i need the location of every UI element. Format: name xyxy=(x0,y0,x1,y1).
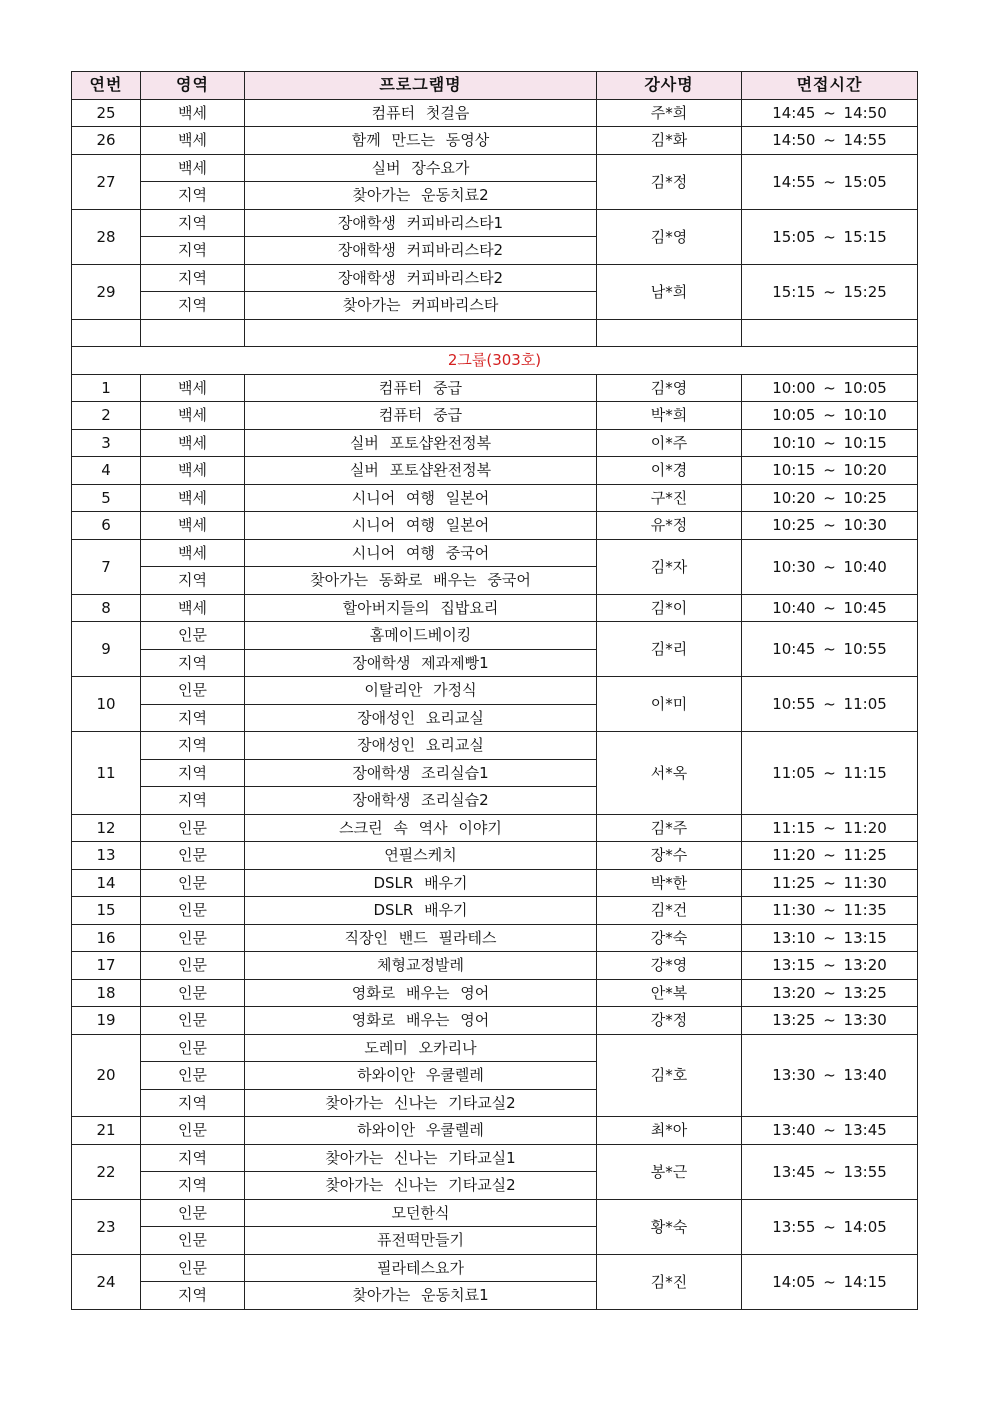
row-number: 23 xyxy=(72,1199,141,1254)
program-cell: 실버 장수요가 xyxy=(245,154,597,182)
interview-time-cell: 11:30 ~ 11:35 xyxy=(742,897,918,925)
interview-time-cell: 10:55 ~ 11:05 xyxy=(742,677,918,732)
row-number: 10 xyxy=(72,677,141,732)
table-row xyxy=(72,1199,918,1227)
program-cell: 찾아가는 운동치료1 xyxy=(245,1282,597,1310)
blank-cell xyxy=(742,319,918,347)
program-cell: 장애학생 조리실습1 xyxy=(245,759,597,787)
program-cell: 실버 포토샵완전정복 xyxy=(245,429,597,457)
area-cell: 백세 xyxy=(141,429,245,457)
row-number: 2 xyxy=(72,402,141,430)
table-row xyxy=(72,622,918,650)
interview-time-cell: 11:05 ~ 11:15 xyxy=(742,732,918,815)
area-cell: 인문 xyxy=(141,1227,245,1255)
program-cell: 찾아가는 커피바리스타 xyxy=(245,292,597,320)
table-row xyxy=(72,1254,918,1282)
interview-time-cell: 10:45 ~ 10:55 xyxy=(742,622,918,677)
header-row xyxy=(72,72,918,100)
interview-schedule-table xyxy=(71,71,918,1310)
interview-time-cell: 14:45 ~ 14:50 xyxy=(742,99,918,127)
interview-time-cell: 13:30 ~ 13:40 xyxy=(742,1034,918,1117)
area-cell: 인문 xyxy=(141,622,245,650)
area-cell: 지역 xyxy=(141,732,245,760)
table-row xyxy=(72,1007,918,1035)
interview-time-cell: 15:15 ~ 15:25 xyxy=(742,264,918,319)
area-cell: 백세 xyxy=(141,154,245,182)
interview-time-cell: 10:10 ~ 10:15 xyxy=(742,429,918,457)
area-cell: 인문 xyxy=(141,1254,245,1282)
blank-cell xyxy=(72,319,141,347)
instructor-cell: 김*진 xyxy=(597,1254,742,1309)
instructor-cell: 김*주 xyxy=(597,814,742,842)
instructor-cell: 김*이 xyxy=(597,594,742,622)
program-cell: 시니어 여행 중국어 xyxy=(245,539,597,567)
instructor-cell: 김*건 xyxy=(597,897,742,925)
instructor-cell: 주*희 xyxy=(597,99,742,127)
table-row xyxy=(72,429,918,457)
interview-time-cell: 11:15 ~ 11:20 xyxy=(742,814,918,842)
program-cell: 퓨전떡만들기 xyxy=(245,1227,597,1255)
program-cell: DSLR 배우기 xyxy=(245,869,597,897)
row-number: 3 xyxy=(72,429,141,457)
program-cell: 컴퓨터 중급 xyxy=(245,374,597,402)
program-cell: 찾아가는 동화로 배우는 중국어 xyxy=(245,567,597,595)
interview-time-cell: 10:15 ~ 10:20 xyxy=(742,457,918,485)
program-cell: 할아버지들의 집밥요리 xyxy=(245,594,597,622)
instructor-cell: 김*정 xyxy=(597,154,742,209)
area-cell: 백세 xyxy=(141,457,245,485)
table-row xyxy=(72,952,918,980)
instructor-cell: 이*주 xyxy=(597,429,742,457)
instructor-cell: 장*수 xyxy=(597,842,742,870)
program-cell: 장애성인 요리교실 xyxy=(245,704,597,732)
interview-time-cell: 13:20 ~ 13:25 xyxy=(742,979,918,1007)
program-cell: 장애학생 제과제빵1 xyxy=(245,649,597,677)
table-row xyxy=(72,1117,918,1145)
table-row xyxy=(72,814,918,842)
instructor-cell: 구*진 xyxy=(597,484,742,512)
area-cell: 백세 xyxy=(141,402,245,430)
area-cell: 지역 xyxy=(141,1144,245,1172)
table-row xyxy=(72,99,918,127)
program-cell: 장애학생 조리실습2 xyxy=(245,787,597,815)
row-number: 24 xyxy=(72,1254,141,1309)
group-title-row xyxy=(72,347,918,375)
area-cell: 지역 xyxy=(141,1282,245,1310)
instructor-cell: 김*리 xyxy=(597,622,742,677)
interview-time-cell: 10:20 ~ 10:25 xyxy=(742,484,918,512)
program-cell: 장애학생 커피바리스타2 xyxy=(245,264,597,292)
row-number: 21 xyxy=(72,1117,141,1145)
row-number: 5 xyxy=(72,484,141,512)
program-cell: 체형교정발레 xyxy=(245,952,597,980)
instructor-cell: 김*자 xyxy=(597,539,742,594)
row-number: 28 xyxy=(72,209,141,264)
area-cell: 인문 xyxy=(141,842,245,870)
program-cell: 장애학생 커피바리스타1 xyxy=(245,209,597,237)
area-cell: 인문 xyxy=(141,1062,245,1090)
table-row xyxy=(72,869,918,897)
area-cell: 지역 xyxy=(141,759,245,787)
area-cell: 인문 xyxy=(141,869,245,897)
row-number: 29 xyxy=(72,264,141,319)
area-cell: 인문 xyxy=(141,677,245,705)
program-cell: DSLR 배우기 xyxy=(245,897,597,925)
area-cell: 지역 xyxy=(141,237,245,265)
header-time: 면접시간 xyxy=(742,72,918,100)
row-number: 4 xyxy=(72,457,141,485)
table-row xyxy=(72,842,918,870)
program-cell: 찾아가는 신나는 기타교실2 xyxy=(245,1089,597,1117)
row-number: 6 xyxy=(72,512,141,540)
area-cell: 지역 xyxy=(141,182,245,210)
instructor-cell: 강*숙 xyxy=(597,924,742,952)
interview-time-cell: 14:50 ~ 14:55 xyxy=(742,127,918,155)
area-cell: 지역 xyxy=(141,292,245,320)
instructor-cell: 서*옥 xyxy=(597,732,742,815)
area-cell: 인문 xyxy=(141,814,245,842)
instructor-cell: 김*영 xyxy=(597,209,742,264)
table-row xyxy=(72,539,918,567)
program-cell: 도레미 오카리나 xyxy=(245,1034,597,1062)
area-cell: 인문 xyxy=(141,1034,245,1062)
program-cell: 찾아가는 운동치료2 xyxy=(245,182,597,210)
row-number: 8 xyxy=(72,594,141,622)
program-cell: 영화로 배우는 영어 xyxy=(245,979,597,1007)
table-row xyxy=(72,402,918,430)
area-cell: 지역 xyxy=(141,1172,245,1200)
row-number: 12 xyxy=(72,814,141,842)
row-number: 7 xyxy=(72,539,141,594)
program-cell: 찾아가는 신나는 기타교실1 xyxy=(245,1144,597,1172)
program-cell: 하와이안 우쿨렐레 xyxy=(245,1062,597,1090)
instructor-cell: 이*경 xyxy=(597,457,742,485)
program-cell: 영화로 배우는 영어 xyxy=(245,1007,597,1035)
table-row xyxy=(72,979,918,1007)
interview-time-cell: 10:05 ~ 10:10 xyxy=(742,402,918,430)
program-cell: 모던한식 xyxy=(245,1199,597,1227)
blank-cell xyxy=(141,319,245,347)
row-number: 20 xyxy=(72,1034,141,1117)
blank-row xyxy=(72,319,918,347)
interview-time-cell: 10:30 ~ 10:40 xyxy=(742,539,918,594)
area-cell: 인문 xyxy=(141,1007,245,1035)
instructor-cell: 봉*근 xyxy=(597,1144,742,1199)
instructor-cell: 강*정 xyxy=(597,1007,742,1035)
group-title: 2그룹(303호) xyxy=(72,347,918,375)
instructor-cell: 김*호 xyxy=(597,1034,742,1117)
table-row xyxy=(72,1034,918,1062)
instructor-cell: 황*숙 xyxy=(597,1199,742,1254)
area-cell: 백세 xyxy=(141,539,245,567)
program-cell: 컴퓨터 첫걸음 xyxy=(245,99,597,127)
interview-time-cell: 13:45 ~ 13:55 xyxy=(742,1144,918,1199)
row-number: 26 xyxy=(72,127,141,155)
program-cell: 이탈리안 가정식 xyxy=(245,677,597,705)
header-instructor: 강사명 xyxy=(597,72,742,100)
interview-time-cell: 10:25 ~ 10:30 xyxy=(742,512,918,540)
program-cell: 시니어 여행 일본어 xyxy=(245,484,597,512)
instructor-cell: 이*미 xyxy=(597,677,742,732)
row-number: 18 xyxy=(72,979,141,1007)
area-cell: 인문 xyxy=(141,952,245,980)
header-program: 프로그램명 xyxy=(245,72,597,100)
table-row xyxy=(72,512,918,540)
table-row xyxy=(72,127,918,155)
area-cell: 백세 xyxy=(141,512,245,540)
row-number: 17 xyxy=(72,952,141,980)
instructor-cell: 박*희 xyxy=(597,402,742,430)
row-number: 9 xyxy=(72,622,141,677)
interview-time-cell: 13:55 ~ 14:05 xyxy=(742,1199,918,1254)
program-cell: 함께 만드는 동영상 xyxy=(245,127,597,155)
interview-time-cell: 11:25 ~ 11:30 xyxy=(742,869,918,897)
interview-time-cell: 13:10 ~ 13:15 xyxy=(742,924,918,952)
table-row xyxy=(72,677,918,705)
table-row xyxy=(72,924,918,952)
table-row xyxy=(72,154,918,182)
instructor-cell: 김*화 xyxy=(597,127,742,155)
interview-time-cell: 10:00 ~ 10:05 xyxy=(742,374,918,402)
area-cell: 백세 xyxy=(141,99,245,127)
area-cell: 백세 xyxy=(141,484,245,512)
interview-time-cell: 13:25 ~ 13:30 xyxy=(742,1007,918,1035)
program-cell: 필라테스요가 xyxy=(245,1254,597,1282)
blank-cell xyxy=(245,319,597,347)
interview-time-cell: 15:05 ~ 15:15 xyxy=(742,209,918,264)
interview-time-cell: 10:40 ~ 10:45 xyxy=(742,594,918,622)
header-area: 영역 xyxy=(141,72,245,100)
interview-time-cell: 13:40 ~ 13:45 xyxy=(742,1117,918,1145)
area-cell: 지역 xyxy=(141,1089,245,1117)
area-cell: 인문 xyxy=(141,1199,245,1227)
program-cell: 직장인 밴드 필라테스 xyxy=(245,924,597,952)
table-row xyxy=(72,209,918,237)
instructor-cell: 안*복 xyxy=(597,979,742,1007)
area-cell: 지역 xyxy=(141,704,245,732)
table-row xyxy=(72,457,918,485)
area-cell: 인문 xyxy=(141,1117,245,1145)
row-number: 22 xyxy=(72,1144,141,1199)
row-number: 1 xyxy=(72,374,141,402)
row-number: 16 xyxy=(72,924,141,952)
instructor-cell: 남*희 xyxy=(597,264,742,319)
table-row xyxy=(72,484,918,512)
table-row xyxy=(72,732,918,760)
area-cell: 인문 xyxy=(141,979,245,1007)
program-cell: 장애성인 요리교실 xyxy=(245,732,597,760)
program-cell: 찾아가는 신나는 기타교실2 xyxy=(245,1172,597,1200)
program-cell: 연필스케치 xyxy=(245,842,597,870)
program-cell: 시니어 여행 일본어 xyxy=(245,512,597,540)
program-cell: 홈메이드베이킹 xyxy=(245,622,597,650)
table-row xyxy=(72,374,918,402)
instructor-cell: 최*아 xyxy=(597,1117,742,1145)
instructor-cell: 유*정 xyxy=(597,512,742,540)
interview-time-cell: 13:15 ~ 13:20 xyxy=(742,952,918,980)
blank-cell xyxy=(597,319,742,347)
table-row xyxy=(72,897,918,925)
area-cell: 인문 xyxy=(141,924,245,952)
row-number: 11 xyxy=(72,732,141,815)
instructor-cell: 강*영 xyxy=(597,952,742,980)
area-cell: 지역 xyxy=(141,787,245,815)
row-number: 19 xyxy=(72,1007,141,1035)
area-cell: 인문 xyxy=(141,897,245,925)
program-cell: 하와이안 우쿨렐레 xyxy=(245,1117,597,1145)
area-cell: 백세 xyxy=(141,127,245,155)
program-cell: 실버 포토샵완전정복 xyxy=(245,457,597,485)
area-cell: 백세 xyxy=(141,594,245,622)
area-cell: 지역 xyxy=(141,649,245,677)
row-number: 13 xyxy=(72,842,141,870)
instructor-cell: 김*영 xyxy=(597,374,742,402)
program-cell: 장애학생 커피바리스타2 xyxy=(245,237,597,265)
row-number: 15 xyxy=(72,897,141,925)
table-row xyxy=(72,1144,918,1172)
area-cell: 지역 xyxy=(141,209,245,237)
area-cell: 지역 xyxy=(141,567,245,595)
instructor-cell: 박*한 xyxy=(597,869,742,897)
interview-time-cell: 11:20 ~ 11:25 xyxy=(742,842,918,870)
program-cell: 컴퓨터 중급 xyxy=(245,402,597,430)
row-number: 27 xyxy=(72,154,141,209)
table-row xyxy=(72,594,918,622)
area-cell: 백세 xyxy=(141,374,245,402)
interview-time-cell: 14:55 ~ 15:05 xyxy=(742,154,918,209)
program-cell: 스크린 속 역사 이야기 xyxy=(245,814,597,842)
row-number: 25 xyxy=(72,99,141,127)
row-number: 14 xyxy=(72,869,141,897)
table-row xyxy=(72,264,918,292)
area-cell: 지역 xyxy=(141,264,245,292)
interview-time-cell: 14:05 ~ 14:15 xyxy=(742,1254,918,1309)
header-no: 연번 xyxy=(72,72,141,100)
